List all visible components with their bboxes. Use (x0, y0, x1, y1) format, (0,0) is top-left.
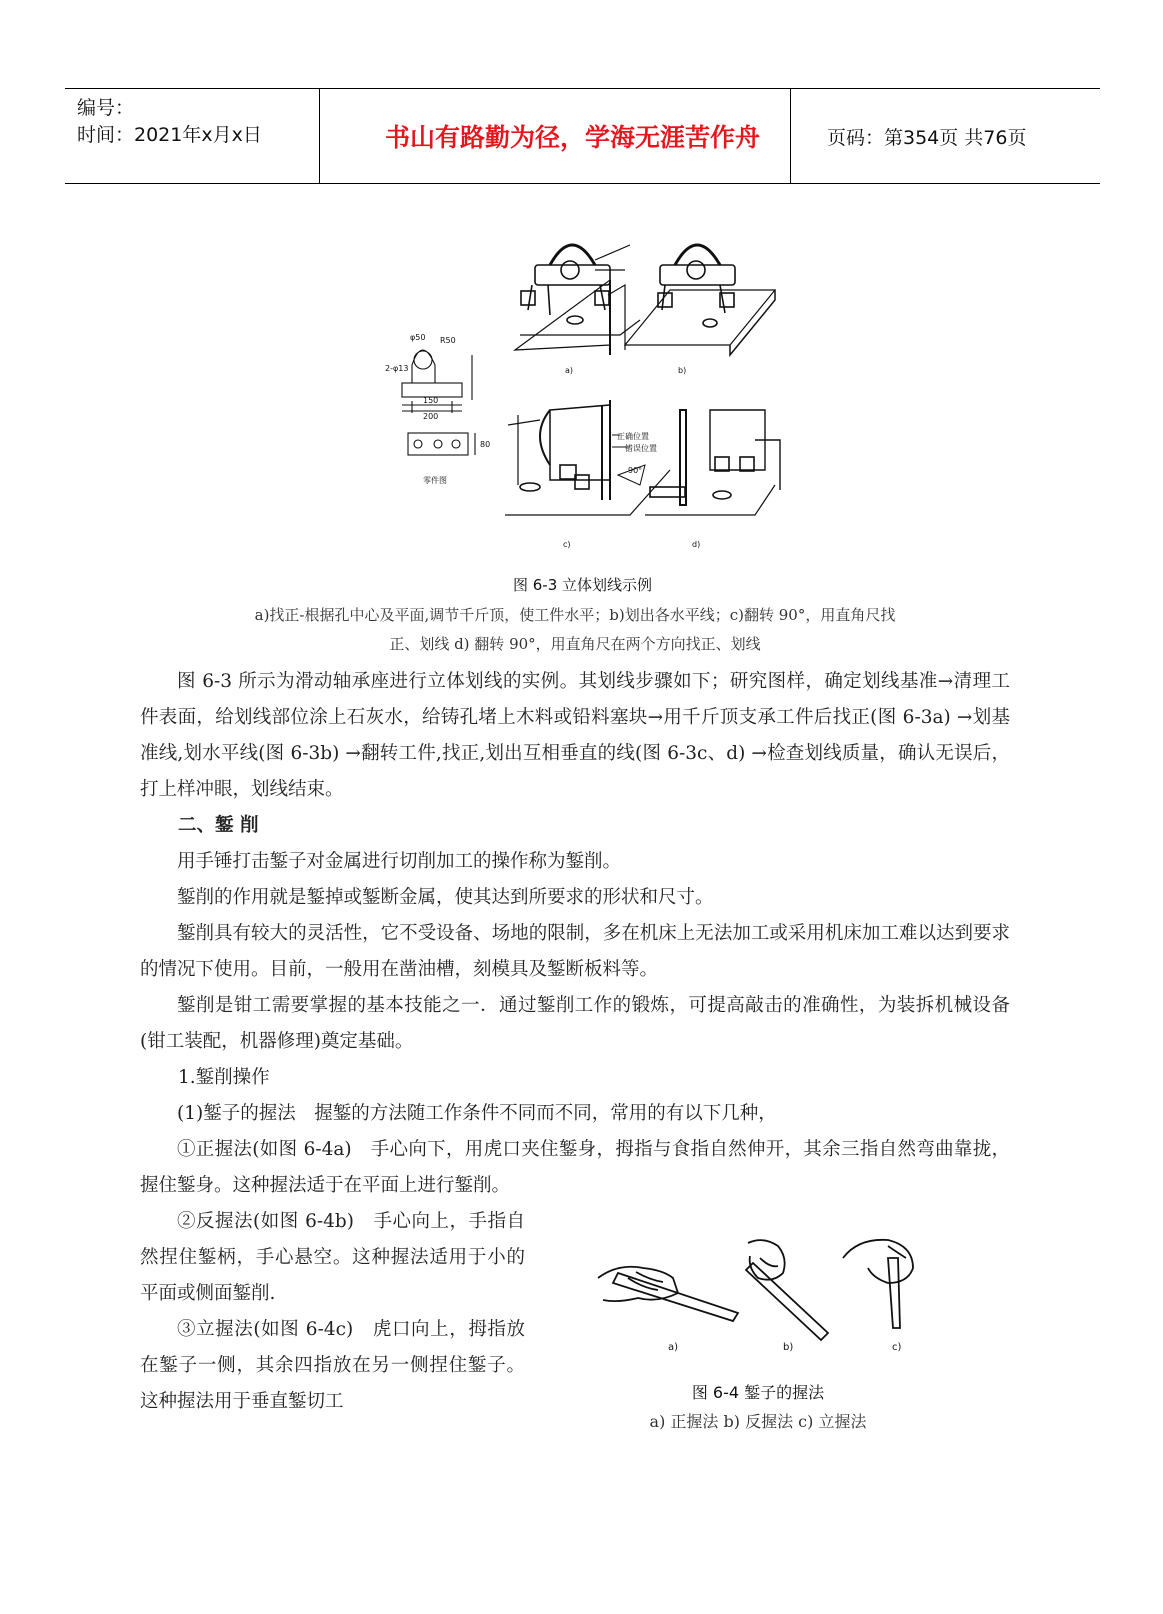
figure-6-3-subcaption-line1: a)找正-根据孔中心及平面,调节千斤顶，使工件水平；b)划出各水平线；c)翻转 90°，用直角尺找 (254, 606, 896, 624)
label-c: c) (892, 1342, 902, 1353)
label-a: a) (668, 1342, 679, 1353)
dim-80: 80 (480, 440, 491, 449)
dim-2phi13: 2-φ13 (385, 364, 409, 373)
dim-r50: R50 (440, 336, 456, 345)
dim-200: 200 (423, 412, 439, 421)
dim-phi50: φ50 (410, 333, 426, 342)
header-divider (319, 89, 320, 183)
figure-6-4-subcaption: a) 正握法 b) 反握法 c) 立握法 (649, 1412, 867, 1431)
paragraph-forward-grip: ①正握法(如图 6-4a) 手心向下，用虎口夹住錾身，拇指与食指自然伸开，其余三指自然弯曲靠拢，握住錾身。这种握法适于在平面上进行錾削。 (140, 1139, 1010, 1196)
label-angle: 90° (628, 466, 643, 475)
paragraph-skill: 錾削是钳工需要掌握的基本技能之一．通过錾削工作的锻炼，可提高敲击的准确性，为装拆机械设备(钳工装配，机器修理)奠定基础。 (140, 995, 1010, 1052)
label-wrong: 错误位置 (625, 444, 657, 453)
figure-6-3-caption: 图 6-3 立体划线示例 (512, 576, 653, 594)
panel-b (625, 245, 775, 355)
motto: 书山有路勤为径，学海无涯苦作舟 (384, 123, 760, 152)
label-b: b) (783, 1342, 794, 1353)
label-c: c) (563, 540, 571, 549)
grip-forward (598, 1267, 738, 1321)
time-label: 时间：2021年x月x日 (77, 124, 262, 146)
number-label: 编号： (77, 97, 135, 119)
label-d: d) (692, 540, 701, 549)
grip-vertical (843, 1240, 913, 1328)
grip-reverse (746, 1240, 828, 1340)
panel-d (645, 410, 780, 515)
dim-150: 150 (423, 396, 439, 405)
panel-c (505, 400, 670, 515)
part-drawing (402, 350, 475, 455)
paragraph-reverse-grip: ②反握法(如图 6-4b) 手心向上，手指自然捏住錾柄，手心悬空。这种握法适用于小的平面或侧面錾削. (140, 1211, 525, 1304)
page-header (65, 88, 1100, 184)
figure-6-4-caption: 图 6-4 錾子的握法 (691, 1383, 825, 1402)
paragraph-flexibility: 錾削具有较大的灵活性，它不受设备、场地的限制，多在机床上无法加工或采用机床加工难以达到要求的情况下使用。目前，一般用在凿油槽，刻模具及錾断板料等。 (140, 923, 1010, 980)
paragraph-vertical-grip: ③立握法(如图 6-4c) 虎口向上，拇指放在錾子一侧，其余四指放在另一侧捏住錾子。这种握法用于垂直錾切工 (140, 1319, 525, 1412)
section-heading: 二、錾 削 (178, 815, 259, 836)
figure-6-3-subcaption-line2: 正、划线 d) 翻转 90°，用直角尺在两个方向找正、划线 (389, 635, 761, 653)
paragraph-procedure: 图 6-3 所示为滑动轴承座进行立体划线的实例。其划线步骤如下；研究图样，确定划线基准→清理工件表面，给划线部位涂上石灰水，给铸孔堵上木料或铅料塞块→用千斤顶支承工件后找正(图 6-3a) →划基准线,划水平线(图 6-3b) →翻转工件,找正,划出互相垂直的线(图 6-3c、d) →检查划线质量，确认无误后，打上样冲眼，划线结束。 (140, 671, 1010, 800)
figure-6-3-drawing (380, 225, 790, 555)
label-correct: 正确位置 (617, 432, 649, 441)
paragraph-definition: 用手锤打击錾子对金属进行切削加工的操作称为錾削。 (177, 851, 622, 872)
panel-a (515, 245, 640, 355)
page-info: 页码：第354页 共76页 (827, 126, 1027, 149)
header-meta (77, 95, 262, 149)
subheading-operation: 1.錾削操作 (178, 1067, 270, 1088)
paragraph-grip-intro: (1)錾子的握法 握錾的方法随工作条件不同而不同，常用的有以下几种， (177, 1103, 777, 1124)
header-divider (790, 89, 791, 183)
label-b: b) (678, 366, 687, 375)
label-part: 零件图 (423, 476, 447, 485)
label-a: a) (565, 366, 574, 375)
paragraph-purpose: 錾削的作用就是錾掉或錾断金属，使其达到所要求的形状和尺寸。 (177, 887, 714, 908)
figure-6-4-drawing (588, 1228, 928, 1358)
